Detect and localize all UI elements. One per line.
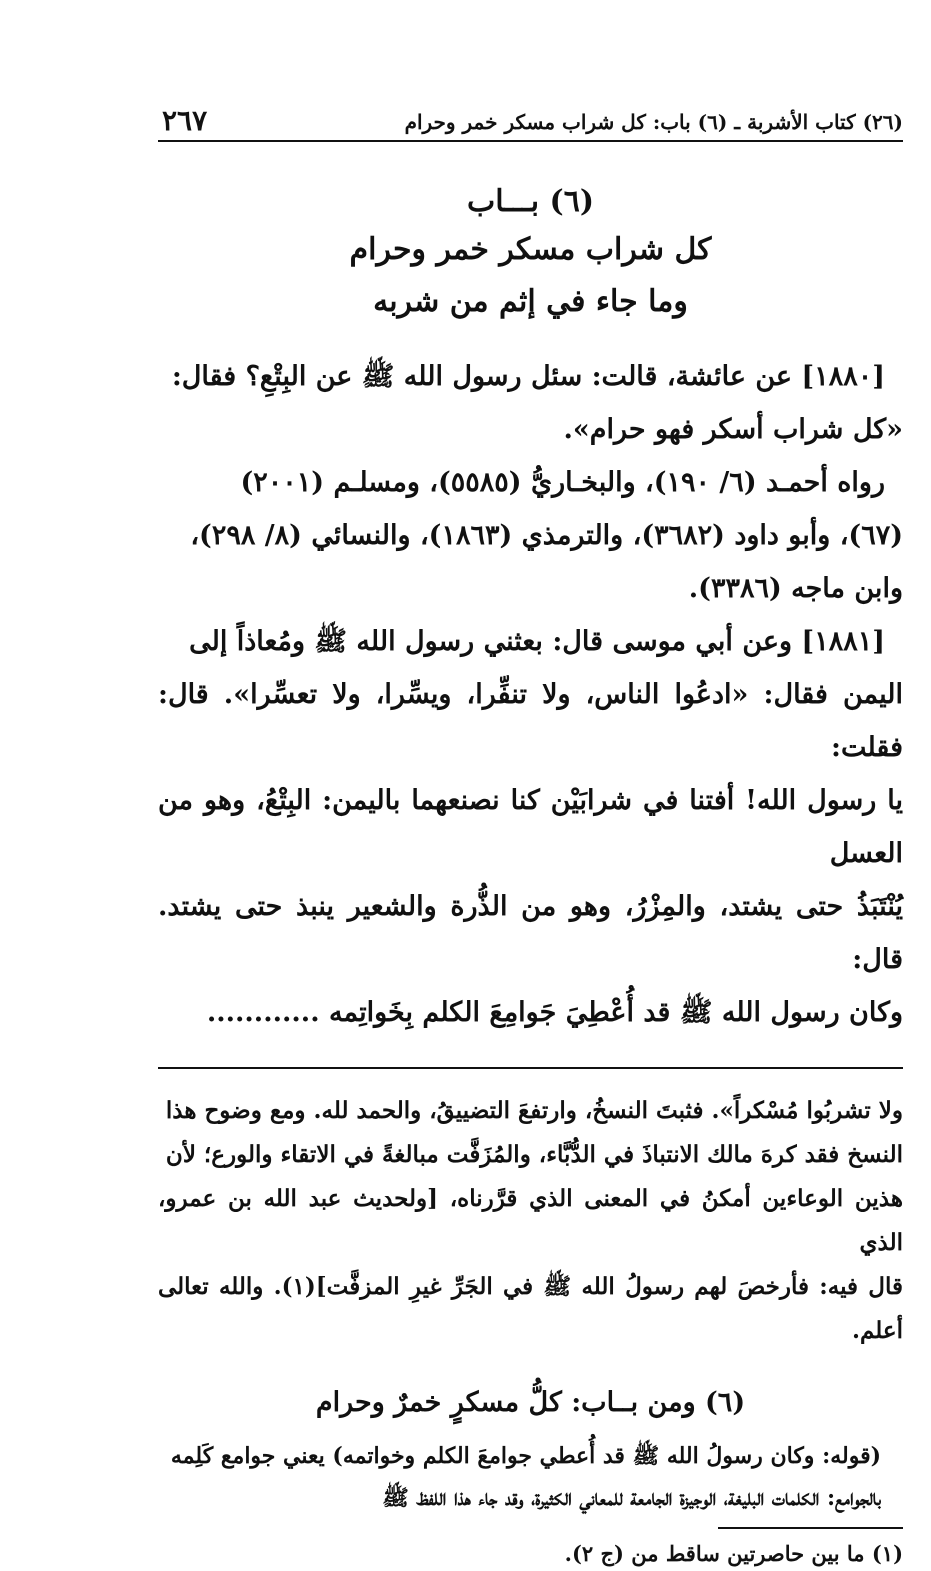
footnote-rule	[718, 1527, 903, 1529]
chapter-heading	[158, 180, 903, 328]
hadith-line: اليمن فقال: «ادعُوا الناس، ولا تنفِّرا، ويسِّرا، ولا تعسِّرا». قال: فقلت:	[158, 679, 903, 763]
takhrij-line: وابن ماجه (٣٣٨٦).	[688, 573, 903, 604]
commentary-line: ولا تشربُوا مُسْكراً». فثبتَ النسخُ، وارتفعَ التضييقُ، والحمد لله. ومع وضوح هذا	[165, 1097, 903, 1124]
takhrij-line: (٦٧)، وأبو داود (٣٦٨٢)، والترمذي (١٨٦٣)، والنسائي (٨/ ٢٩٨)،	[190, 520, 903, 551]
hadith-line: «كل شراب أسكر فهو حرام».	[563, 414, 903, 445]
commentary-line: قال فيه: فأرخصَ لهم رسولُ الله ﷺ في الجَرِّ غيرِ المزفَّت](١). والله تعالى أعلم.	[158, 1273, 903, 1344]
commentary-line: النسخ فقد كرهَ مالك الانتباذَ في الدُّبَّاء، والمُزَفَّت مبالغةً في الاتقاء والورع؛ لأن	[165, 1141, 903, 1168]
sub-section-line: بالجوامع: الكلمات البليغة، الوجيزة الجامعة للمعاني الكثيرة، وقد جاء هذا اللفظ ﷺ	[382, 1485, 881, 1511]
footnote: (١) ما بين حاصرتين ساقط من (ج ٢).	[564, 1541, 903, 1566]
book-page	[158, 100, 903, 1571]
main-text	[158, 350, 903, 1039]
hadith-1880	[158, 350, 903, 456]
hadith-line: [١٨٨١] وعن أبي موسى قال: بعثني رسول الله ﷺ ومُعاذاً إلى	[189, 626, 885, 657]
sub-section-line: (قوله: وكان رسولُ الله ﷺ قد أُعطي جوامعَ الكلم وخواتمه) يعني جوامع كَلِمه	[170, 1443, 881, 1469]
chapter-number: (٦) بـــاب	[466, 184, 595, 219]
hadith-line: يُنْتَبَذُ حتى يشتد، والمِزْرُ، وهو من الذُّرة والشعير ينبذ حتى يشتد. قال:	[158, 891, 903, 975]
section-divider	[158, 1067, 903, 1069]
hadith-line: وكان رسول الله ﷺ قد أُعْطِيَ جَوامِعَ الكلم بِخَواتِمه ............	[206, 997, 903, 1028]
hadith-takhrij	[158, 456, 903, 615]
commentary	[158, 1089, 903, 1353]
sub-section-text	[8, 1435, 881, 1519]
hadith-line: يا رسول الله! أفتنا في شرابَيْن كنا نصنعهما باليمن: البِتْعُ، وهو من العسل	[158, 785, 903, 869]
page-header	[158, 100, 903, 142]
chapter-title: كل شراب مسكر خمر وحرام	[349, 232, 712, 267]
sub-section-heading: (٦) ومن بــاب: كلُّ مسكرٍ خمرٌ وحرام	[315, 1387, 746, 1418]
commentary-line: هذين الوعاءين أمكنُ في المعنى الذي قرَّرناه، [ولحديث عبد الله بن عمرو، الذي	[158, 1185, 903, 1256]
chapter-subtitle: وما جاء في إثم من شربه	[373, 284, 688, 319]
takhrij-line: رواه أحمـد (٦/ ١٩٠)، والبخـاريُّ (٥٥٨٥)، ومسلـم (٢٠٠١)	[240, 467, 885, 498]
hadith-line: [١٨٨٠] عن عائشة، قالت: سئل رسول الله ﷺ عن البِتْعِ؟ فقال:	[171, 361, 885, 392]
running-title: (٢٦) كتاب الأشربة ـ (٦) باب: كل شراب مسكر خمر وحرام	[404, 110, 903, 134]
page-number: ٢٦٧	[162, 104, 208, 137]
hadith-1881	[158, 615, 903, 1039]
